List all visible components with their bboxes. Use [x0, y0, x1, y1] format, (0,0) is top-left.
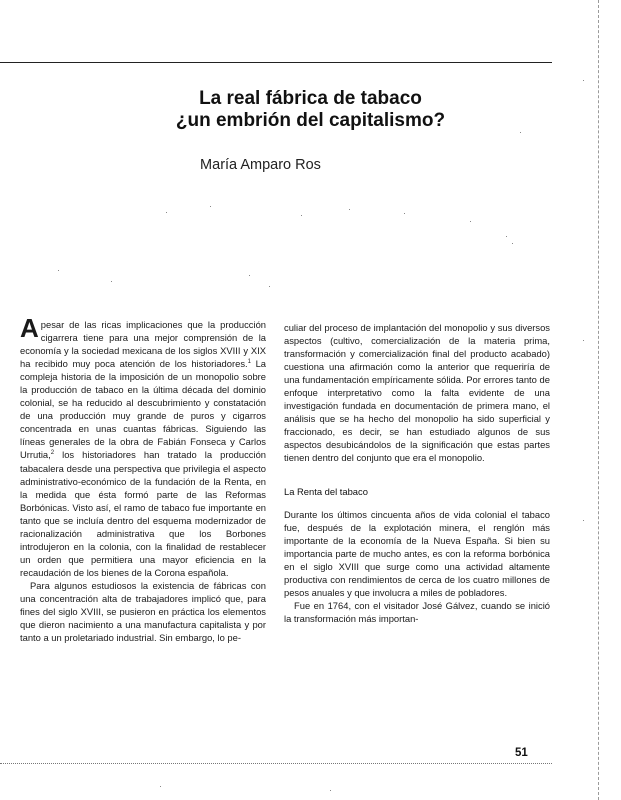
left-column	[20, 313, 266, 644]
paragraph-5: Fue en 1764, con el visitador José Gálvez, cuando se inició la transformación más importan-	[284, 599, 550, 624]
top-rule	[0, 62, 552, 63]
footnote-ref-2: 2	[50, 450, 55, 457]
drop-cap: A	[20, 313, 39, 343]
paragraph-1	[20, 313, 266, 579]
section-heading: La Renta del tabaco	[284, 485, 368, 497]
page-number: 51	[515, 747, 528, 759]
paragraph-4: Durante los últimos cincuenta años de vida colonial el tabaco fue, después de la explotación minera, el renglón más importante de la economía de la Nueva España. Si bien su importancia parte de mucho antes, es con la reforma borbónica en el siglo XVIII que surge como una actividad altamente productiva con rendimientos de cerca de los cuatro millones de pesos anuales y que involucra a miles de pobladores.	[284, 508, 550, 598]
paragraph-1-end: los historiadores han tratado la producción tabacalera desde una perspectiva que privilegia el aspecto administrativo-económico de la fundación de la Renta, en la medida que ésta formó parte de las Reformas Borbónicas. Visto así, el ramo de tabaco fue importante en tanto que se incluía dentro del esquema modernizador de racionalización administrativa que los Borbones introdujeron en la colonia, con la finalidad de restablecer un orden que permitiera una mayor eficiencia en la recaudación de los bienes de la Corona española.	[20, 449, 266, 578]
paragraph-1-middle: La compleja historia de la imposición de un monopolio sobre la producción de tabaco en la última década del dominio colonial, se ha reducido al descubrimiento y constatación de una producción muy grande de puros y cigarros concentrada en unas cuantas fábricas. Siguiendo las líneas generales de la obra de Fabián Fonseca y Carlos Urrutia,	[20, 358, 266, 461]
author-name: María Amparo Ros	[200, 157, 321, 173]
bottom-rule	[0, 763, 552, 764]
footnote-ref-1: 1	[247, 359, 251, 366]
title-line-2: ¿un embrión del capitalismo?	[175, 110, 446, 131]
title-line-1: La real fábrica de tabaco	[199, 88, 422, 109]
paragraph-1-start: pesar de las ricas implicaciones que la producción cigarrera tiene para una mejor comprensión de la economía y la sociedad mexicana de los siglos XVIII y XIX ha recibido muy poca atención de los historiadores.	[20, 319, 266, 370]
article-title	[0, 88, 621, 132]
right-column	[284, 321, 550, 625]
paragraph-3: culiar del proceso de implantación del monopolio y sus diversos aspectos (cultivo, comercialización de la materia prima, transformación y comercialización final del producto acabado) cuestiona una afirmación como la anterior que requeriría de una fundamentación empíricamente sólida. Por errores tanto de enfoque interpretativo como la falta evidente de una investigación fundada en documentación de primera mano, el análisis que se ha hecho del monopolio ha sido superficial y fraccionado, es decir, se han estudiado algunos de sus aspectos desubicándolos de la significación que estas partes tienen dentro del conjunto que era el monopolio.	[284, 322, 550, 464]
paragraph-2: Para algunos estudiosos la existencia de fábricas con una concentración alta de trabajadores implicó que, para fines del siglo XVIII, se pusieron en práctica los elementos que dieron nacimiento a una manufactura capitalista y por tanto a un proletariado industrial. Sin embargo, lo pe-	[20, 579, 266, 644]
